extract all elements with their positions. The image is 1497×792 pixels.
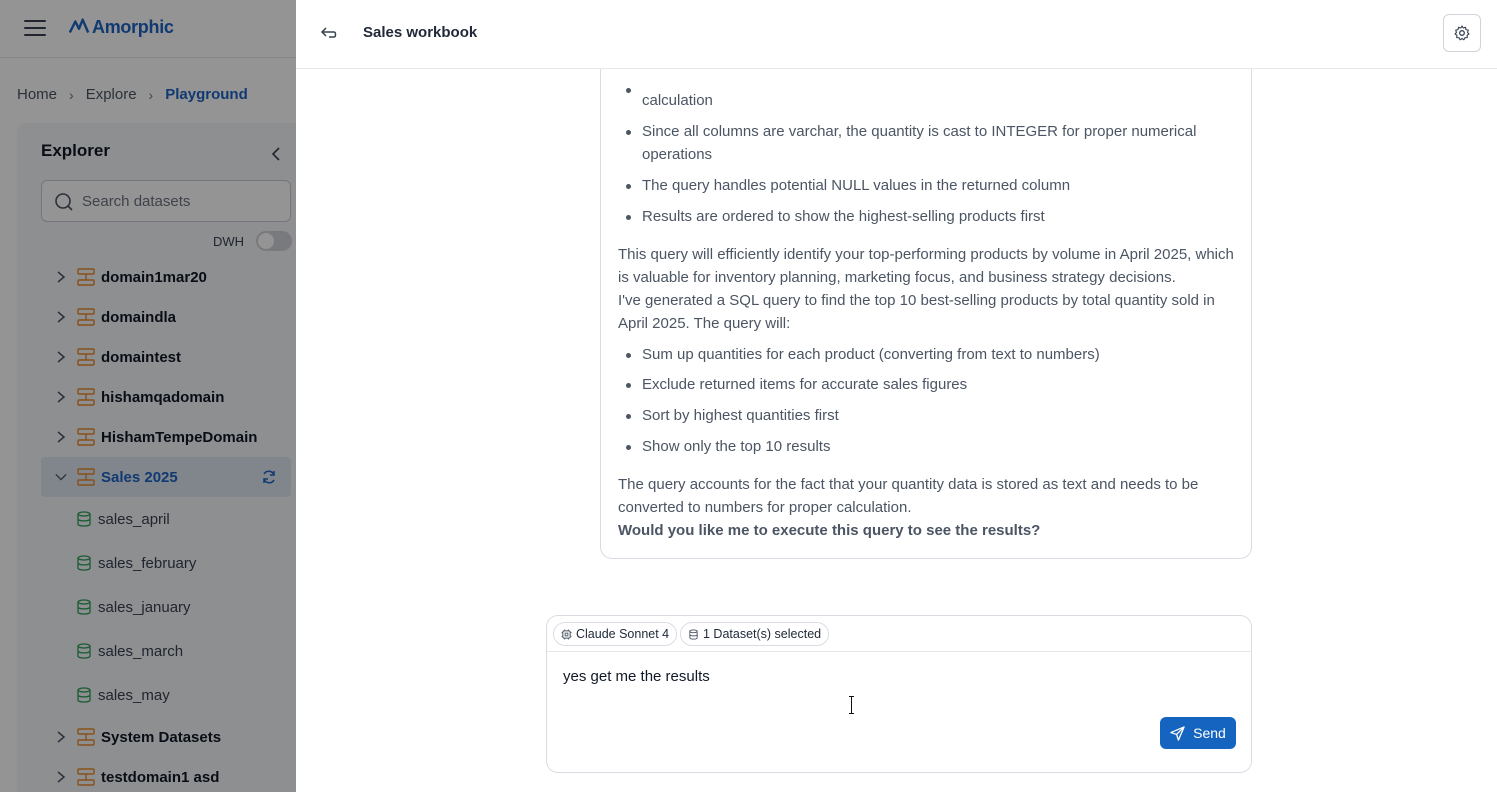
model-chip[interactable]	[553, 622, 677, 646]
gear-icon	[1454, 25, 1470, 41]
drawer-title: Sales workbook	[363, 24, 478, 41]
tree-dataset-label: sales_may	[98, 686, 170, 704]
dataset-chip-label: 1 Dataset(s) selected	[703, 627, 822, 641]
chat-composer	[546, 615, 1252, 773]
settings-button[interactable]	[1443, 14, 1481, 52]
message-partial-line: calculation	[642, 92, 713, 109]
dwh-label: DWH	[213, 233, 245, 249]
back-icon[interactable]	[320, 24, 338, 42]
send-button-label: Send	[1193, 725, 1226, 741]
text-cursor-icon	[849, 696, 853, 714]
message-text: The query accounts for the fact that your quantity data is stored as text and needs to be	[618, 476, 1199, 493]
chat-input[interactable]	[563, 664, 1233, 688]
breadcrumb-playground: Playground	[165, 86, 248, 103]
tree-domain-label: hishamqadomain	[101, 388, 225, 406]
list-item: Exclude returned items for accurate sales figures	[626, 374, 1226, 397]
composer-chips	[547, 616, 1251, 652]
drawer-header	[296, 0, 1497, 69]
breadcrumb-explore[interactable]: Explore	[85, 86, 137, 103]
model-icon	[561, 629, 572, 640]
message-text: April 2025. The query will:	[618, 315, 791, 332]
list-item: The query handles potential NULL values in the returned column	[626, 175, 1226, 198]
list-item: Since all columns are varchar, the quantity is cast to INTEGER for proper numerical	[626, 121, 1226, 144]
list-item: Show only the top 10 results	[626, 436, 1226, 459]
tree-dataset-label: sales_march	[98, 642, 184, 660]
send-button[interactable]	[1160, 717, 1236, 749]
tree-domain-label: Sales 2025	[101, 468, 178, 486]
list-item: Results are ordered to show the highest-selling products first	[626, 206, 1226, 229]
tree-domain-label: System Datasets	[101, 728, 222, 746]
message-text: is valuable for inventory planning, marketing focus, and business strategy decisions.	[618, 269, 1176, 286]
message-text: This query will efficiently identify your top-performing products by volume in April 2025, which	[618, 246, 1234, 263]
tree-domain-label: domaindla	[101, 308, 177, 326]
tree-dataset-label: sales_february	[98, 554, 197, 572]
explorer-title: Explorer	[41, 141, 110, 160]
assistant-message	[600, 20, 1252, 559]
tree-domain-label: domaintest	[101, 348, 182, 366]
tree-domain-label: domain1mar20	[101, 268, 207, 286]
workbook-drawer	[296, 0, 1497, 792]
list-item: Sort by highest quantities first	[626, 405, 1226, 428]
logo-text: Amorphic	[92, 16, 174, 37]
message-text: I've generated a SQL query to find the top 10 best-selling products by total quantity sold in	[618, 292, 1215, 309]
chevron-right-icon: ›	[69, 86, 74, 103]
breadcrumb-home[interactable]: Home	[17, 86, 58, 103]
list-item: Sum up quantities for each product (converting from text to numbers)	[626, 344, 1226, 367]
dataset-chip[interactable]	[680, 622, 829, 646]
tree-domain-label: HishamTempeDomain	[101, 428, 258, 446]
chevron-right-icon: ›	[148, 86, 154, 103]
message-question: Would you like me to execute this query to see the results?	[618, 522, 1041, 539]
database-icon	[688, 629, 699, 640]
message-text: operations	[642, 146, 713, 163]
tree-dataset-label: sales_january	[98, 598, 191, 616]
message-text: converted to numbers for proper calculation.	[618, 499, 912, 516]
tree-domain-label: testdomain1 asd	[101, 768, 220, 786]
model-chip-label: Claude Sonnet 4	[576, 627, 670, 641]
tree-dataset-label: sales_april	[98, 510, 170, 528]
send-icon	[1170, 726, 1185, 741]
